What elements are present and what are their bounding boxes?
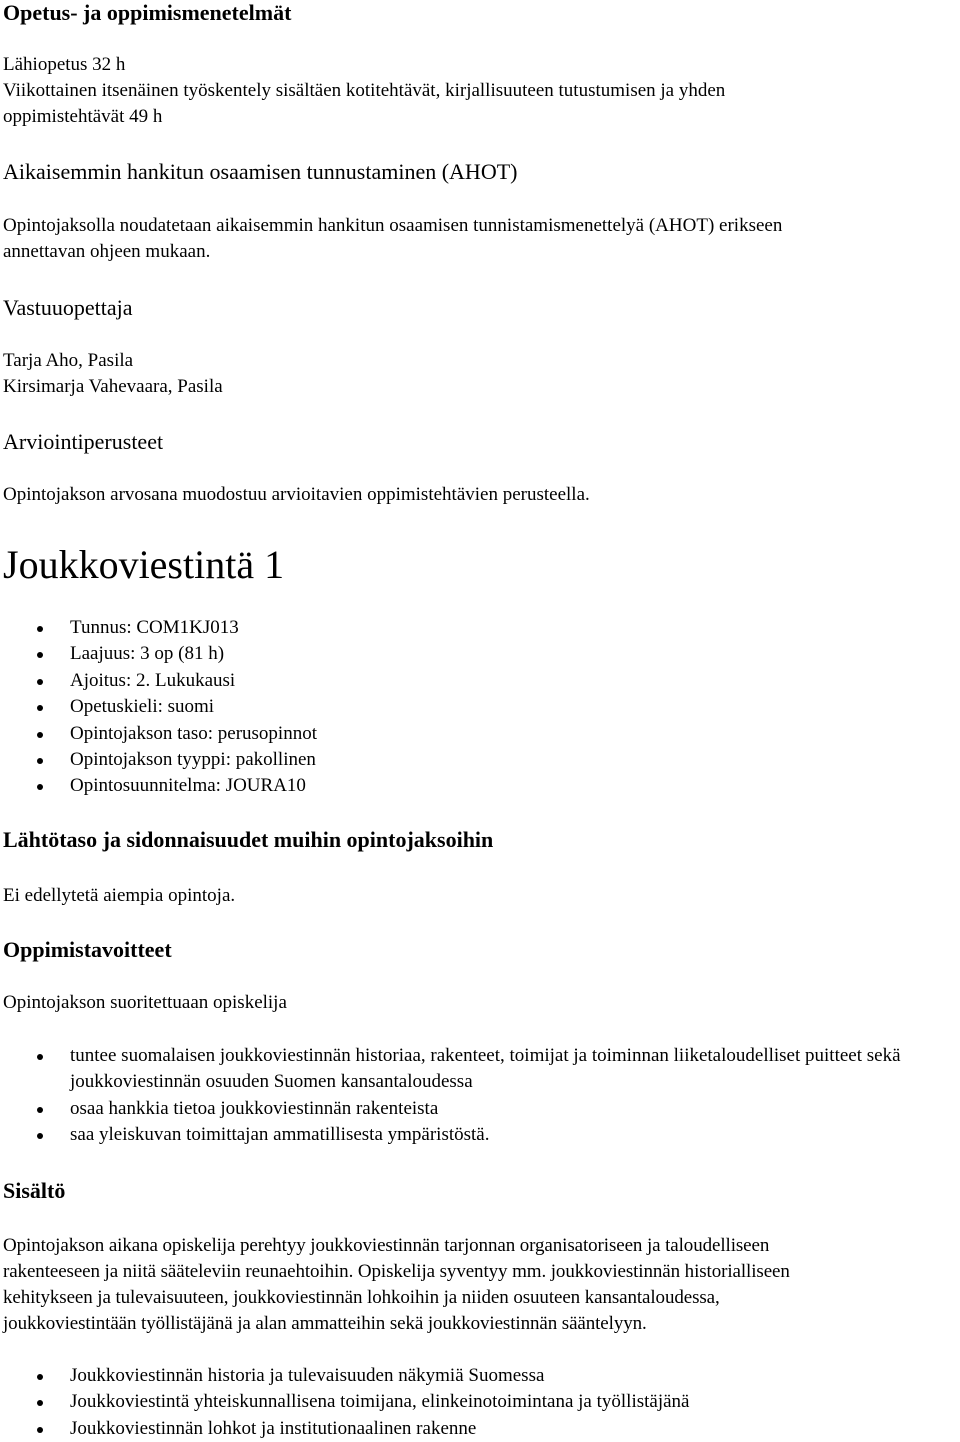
text-line: kehitykseen ja tulevaisuuteen, joukkoviestinnän lohkoihin ja niiden osuuteen kansantaloudessa, — [3, 1287, 720, 1308]
text-line: Kirsimarja Vahevaara, Pasila — [3, 376, 223, 397]
list-item: Laajuus: 3 op (81 h) — [0, 641, 317, 667]
list-item: Joukkoviestintä yhteiskunnallisena toimijana, elinkeinotoimintana ja työllistäjänä — [0, 1389, 690, 1415]
text-line: joukkoviestintään työllistäjänä ja alan ammatteihin sekä joukkoviestinnän sääntelyyn. — [3, 1313, 647, 1334]
text-line: rakenteeseen ja niitä sääteleviin reunaehtoihin. Opiskelija syventyy mm. joukkoviestinnän historialliseen — [3, 1261, 790, 1282]
text-line: Tarja Aho, Pasila — [3, 350, 134, 371]
goals-intro: Opintojakson suoritettuaan opiskelija — [3, 992, 287, 1013]
teachers-text — [3, 348, 223, 400]
content-list — [0, 1363, 690, 1442]
list-item: Ajoitus: 2. Lukukausi — [0, 668, 317, 694]
ahot-text — [3, 213, 782, 265]
text-line: Opintojakson aikana opiskelija perehtyy joukkoviestinnän tarjonnan organisatoriseen ja taloudelliseen — [3, 1235, 770, 1256]
section-heading-content: Sisältö — [3, 1178, 66, 1203]
section-heading-assessment: Arviointiperusteet — [3, 429, 164, 454]
section-heading-ahot: Aikaisemmin hankitun osaamisen tunnustaminen (AHOT) — [3, 159, 518, 184]
list-item: Opintosuunnitelma: JOURA10 — [0, 773, 317, 799]
text-line: Opintojaksolla noudatetaan aikaisemmin hankitun osaamisen tunnistamismenettelyä (AHOT) erikseen — [3, 215, 783, 236]
section-heading-teachers: Vastuuopettaja — [3, 295, 133, 320]
goals-list — [0, 1043, 950, 1149]
methods-text — [3, 52, 725, 130]
list-item: saa yleiskuvan toimittajan ammatillisesta ympäristöstä. — [0, 1122, 950, 1148]
list-item: Opintojakson tyyppi: pakollinen — [0, 747, 317, 773]
text-line: oppimistehtävät 49 h — [3, 106, 163, 127]
list-item: Joukkoviestinnän lohkot ja institutionaalinen rakenne — [0, 1416, 690, 1442]
section-heading-prereq: Lähtötaso ja sidonnaisuudet muihin opintojaksoihin — [3, 827, 494, 852]
course-facts-list — [0, 615, 317, 800]
text-line: annettavan ohjeen mukaan. — [3, 241, 211, 262]
text-line: Ei edellytetä aiempia opintoja. — [3, 885, 236, 906]
list-item: tuntee suomalaisen joukkoviestinnän historiaa, rakenteet, toimijat ja toiminnan liiketaloudelliset puitteet sekä joukkoviestinnän osuuden Suomen kansantaloudessa — [0, 1043, 950, 1096]
content-text — [3, 1233, 790, 1337]
text-line: Opintojakson arvosana muodostuu arvioitavien oppimistehtävien perusteella. — [3, 484, 590, 505]
list-item: Joukkoviestinnän historia ja tulevaisuuden näkymiä Suomessa — [0, 1363, 690, 1389]
section-heading-methods: Opetus- ja oppimismenetelmät — [3, 0, 292, 25]
prereq-text — [3, 883, 235, 909]
text-line: Lähiopetus 32 h — [3, 54, 126, 75]
list-item: Tunnus: COM1KJ013 — [0, 615, 317, 641]
section-heading-goals: Oppimistavoitteet — [3, 937, 172, 962]
list-item: Opetuskieli: suomi — [0, 694, 317, 720]
course-title: Joukkoviestintä 1 — [3, 542, 285, 587]
list-item: osaa hankkia tietoa joukkoviestinnän rakenteista — [0, 1096, 950, 1122]
text-line: Viikottainen itsenäinen työskentely sisältäen kotitehtävät, kirjallisuuteen tutustumisen ja yhden — [3, 80, 726, 101]
list-item: Opintojakson taso: perusopinnot — [0, 721, 317, 747]
assessment-text — [3, 482, 590, 508]
